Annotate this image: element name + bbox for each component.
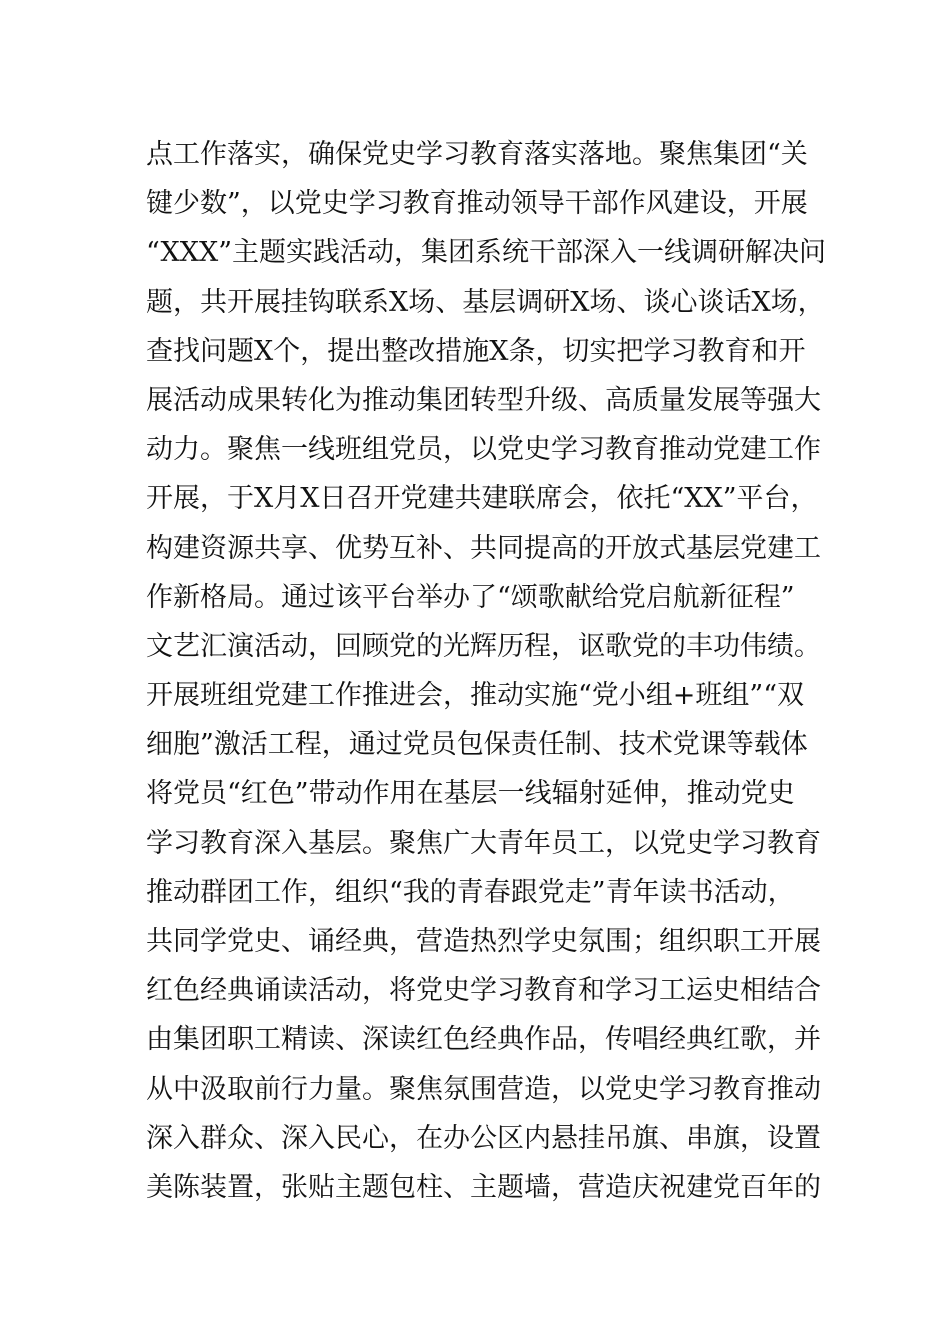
text-line: 文艺汇演活动，回顾党的光辉历程，讴歌党的丰功伟绩。 [146,630,821,662]
text-line: 展活动成果转化为推动集团转型升级、高质量发展等强大 [146,384,821,416]
text-line: 共同学党史、诵经典，营造热烈学史氛围；组织职工开展 [146,926,821,957]
text-line: 将党员“红色”带动作用在基层一线辐射延伸，推动党史 [146,778,795,810]
text-line: 由集团职工精读、深读红色经典作品，传唱经典红歌，并 [146,1024,821,1056]
text-line: 题，共开展挂钩联系X场、基层调研X场、谈心谈话X场， [146,286,825,318]
body-text [146,130,836,1212]
text-line: 开展班组党建工作推进会，推动实施“党小组+班组”“双 [146,680,805,712]
text-line: 点工作落实，确保党史学习教育落实落地。聚焦集团“关 [146,139,808,170]
text-line: 查找问题X个，提出整改措施X条，切实把学习教育和开 [146,335,806,367]
text-line: 作新格局。通过该平台举办了“颂歌献给党启航新征程” [146,581,795,613]
text-line: “XXX”主题实践活动，集团系统干部深入一线调研解决问 [146,237,827,269]
text-line: 推动群团工作，组织“我的青春跟党走”青年读书活动， [146,876,795,908]
text-line: 深入群众、深入民心，在办公区内悬挂吊旗、串旗，设置 [146,1122,821,1154]
text-line: 学习教育深入基层。聚焦广大青年员工，以党史学习教育 [146,827,821,859]
text-line: 细胞”激活工程，通过党员包保责任制、技术党课等载体 [146,729,808,761]
text-line: 开展，于X月X日召开党建共建联席会，依托“XX”平台， [146,483,818,515]
text-line: 动力。聚焦一线班组党员，以党史学习教育推动党建工作 [146,434,821,466]
text-line: 从中汲取前行力量。聚焦氛围营造，以党史学习教育推动 [146,1073,821,1105]
text-line: 构建资源共享、优势互补、共同提高的开放式基层党建工 [146,532,821,564]
text-line: 键少数”，以党史学习教育推动领导干部作风建设，开展 [146,188,808,220]
text-line: 红色经典诵读活动，将党史学习教育和学习工运史相结合 [146,975,821,1007]
text-line: 美陈装置，张贴主题包柱、主题墙，营造庆祝建党百年的 [146,1171,821,1203]
